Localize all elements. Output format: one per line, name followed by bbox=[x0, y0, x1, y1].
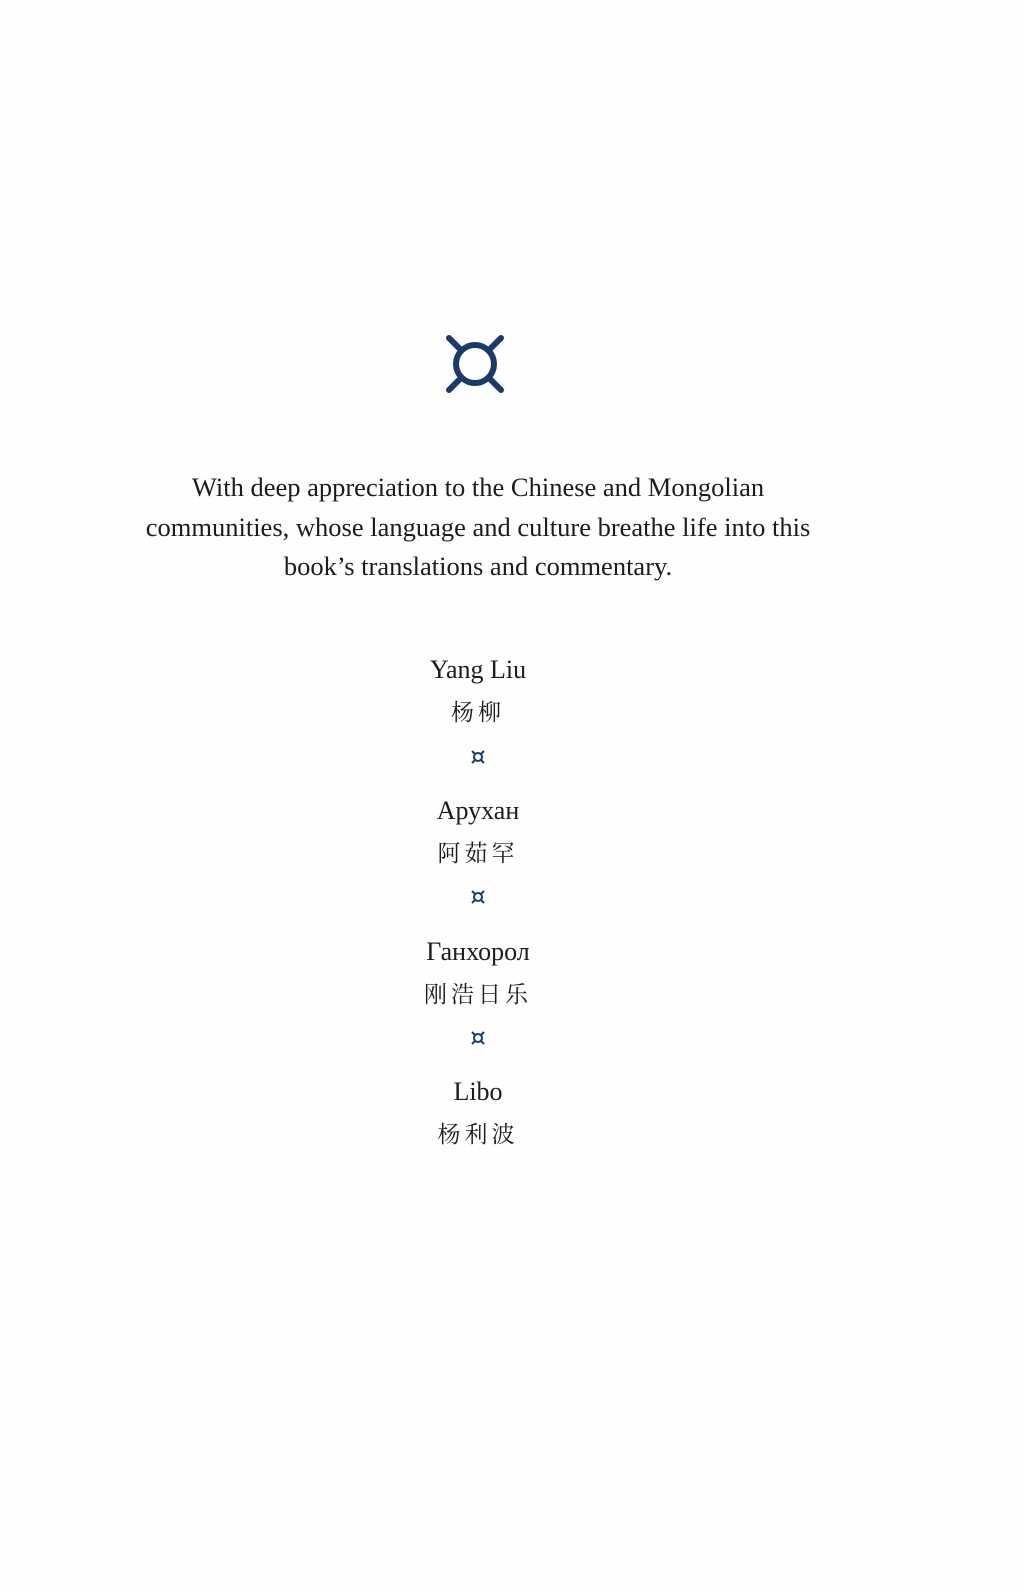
separator-currency-icon bbox=[471, 1031, 485, 1045]
contributor-chinese-name: 阿茹罕 bbox=[437, 841, 519, 867]
dedication-line: communities, whose language and culture breathe life into this bbox=[145, 511, 811, 542]
dedication-text bbox=[100, 468, 856, 587]
contributor-name: Yang Liu bbox=[429, 655, 527, 684]
dedication-line: book’s translations and commentary. bbox=[283, 551, 673, 581]
separator-currency-icon bbox=[471, 890, 485, 904]
contributor-name: Ганхорол bbox=[426, 937, 530, 966]
dedication-line: With deep appreciation to the Chinese and Mongolian bbox=[191, 472, 765, 502]
contributor-chinese-name: 杨利波 bbox=[437, 1122, 519, 1148]
contributor-name: Libo bbox=[453, 1077, 503, 1106]
contributor-name: Арухан bbox=[436, 796, 520, 825]
contributor-chinese-name: 杨柳 bbox=[451, 700, 505, 726]
currency-sign-icon bbox=[446, 335, 504, 393]
contributor-chinese-name: 刚浩日乐 bbox=[424, 982, 532, 1008]
separator-currency-icon bbox=[471, 750, 485, 764]
